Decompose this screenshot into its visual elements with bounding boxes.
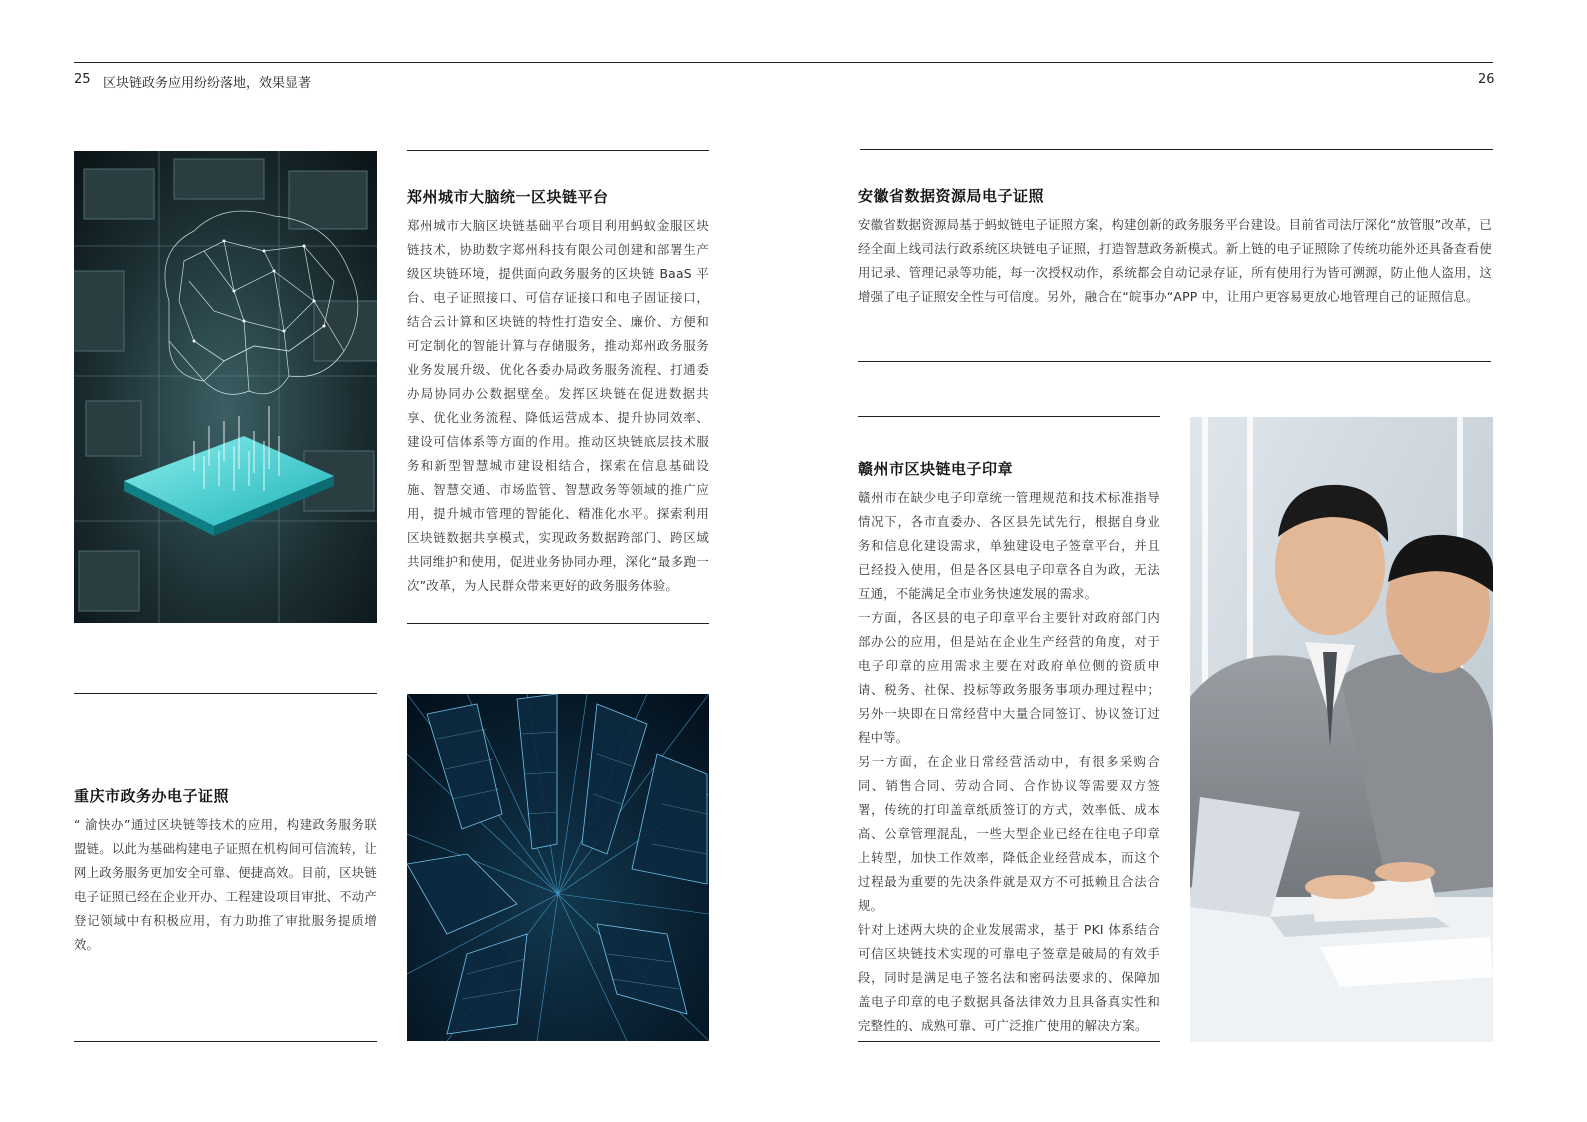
- businessmen-laptop-photo: [1190, 417, 1493, 1042]
- right-page-number: 26: [1478, 72, 1495, 87]
- ganzhou-top-rule: [858, 416, 1160, 417]
- zhengzhou-heading: 郑州城市大脑统一区块链平台: [407, 188, 609, 206]
- ganzhou-paragraph-4: 针对上述两大块的企业发展需求，基于 PKI 体系结合可信区块链技术实现的可靠电子签章是破局的有效手段，同时是满足电子签名法和密码法要求的、保障加盖电子印章的电子数据具备法律效力且具备真实性和完整性的、成熟可靠、可广泛推广使用的解决方案。: [858, 922, 1160, 1033]
- chongqing-top-rule: [74, 693, 377, 694]
- anhui-bottom-rule: [858, 361, 1491, 362]
- anhui-body: 安徽省数据资源局基于蚂蚁链电子证照方案，构建创新的政务服务平台建设。目前省司法厅深化“放管服”改革，已经全面上线司法行政系统区块链电子证照，打造智慧政务新模式。新上链的电子证照除了传统功能外还具备查看使用记录、管理记录等功能，每一次授权动作，系统都会自动记录存证，所有使用行为皆可溯源，防止他人盗用，这增强了电子证照安全性与可信度。另外，融合在“皖事办“APP 中，让用户更容易更放心地管理自己的证照信息。: [858, 217, 1492, 304]
- ganzhou-paragraph-1: 赣州市在缺少电子印章统一管理规范和技术标准指导情况下，各市直委办、各区县先试先行，根据自身业务和信息化建设需求，单独建设电子签章平台，并且已经投入使用，但是各区县电子印章各自为政，无法互通，不能满足全市业务快速发展的需求。: [858, 490, 1160, 601]
- ganzhou-body: [858, 486, 1160, 1038]
- ganzhou-paragraph-2: 一方面，各区县的电子印章平台主要针对政府部门内部办公的应用，但是站在企业生产经营的角度，对于电子印章的应用需求主要在对政府单位侧的资质申请、税务、社保、投标等政务服务事项办理过程中；另外一块即在日常经营中大量合同签订、协议签订过程中等。: [858, 610, 1160, 745]
- ganzhou-heading: 赣州市区块链电子印章: [858, 460, 1014, 478]
- ganzhou-paragraph-3: 另一方面，在企业日常经营活动中，有很多采购合同、销售合同、劳动合同、合作协议等需要双方签署，传统的打印盖章纸质签订的方式，效率低、成本高、公章管理混乱，一些大型企业已经在往电子印章上转型，加快工作效率，降低企业经营成本，而这个过程最为重要的先决条件就是双方不可抵赖且合法合规。: [858, 754, 1160, 913]
- anhui-top-rule: [860, 149, 1493, 150]
- zhengzhou-body: 郑州城市大脑区块链基础平台项目利用蚂蚁金服区块链技术，协助数字郑州科技有限公司创建和部署生产级区块链环境，提供面向政务服务的区块链 BaaS 平台、电子证照接口、可信存证接口和电子固证接口，结合云计算和区块链的特性打造安全、廉价、方便和可定制化的智能计算与存储服务，推动郑州政务服务业务发展升级、优化各委办局政务服务流程、打通委办局协同办公数据壁垒。发挥区块链在促进数据共享、优化业务流程、降低运营成本、提升协同效率、建设可信体系等方面的作用。推动区块链底层技术服务和新型智慧城市建设相结合，探索在信息基础设施、智慧交通、市场监管、智慧政务等领域的推广应用，提升城市管理的智能化、精准化水平。探索利用区块链数据共享模式，实现政务数据跨部门、跨区域共同维护和使用，促进业务协同办理，深化“最多跑一次”改革，为人民群众带来更好的政务服务体验。: [407, 218, 709, 593]
- ganzhou-bottom-rule: [858, 1041, 1160, 1042]
- wireframe-city-aerial-image: [407, 694, 709, 1041]
- chongqing-bottom-rule: [74, 1041, 377, 1042]
- left-page-number: 25: [74, 72, 91, 87]
- circuit-board-brain-image: [74, 151, 377, 623]
- left-running-title: 区块链政务应用纷纷落地，效果显著: [103, 76, 312, 91]
- chongqing-body: “ 渝快办”通过区块链等技术的应用，构建政务服务联盟链。以此为基础构建电子证照在机构间可信流转，让网上政务服务更加安全可靠、便捷高效。目前，区块链电子证照已经在企业开办、工程建设项目审批、不动产登记领域中有积极应用，有力助推了审批服务提质增效。: [74, 817, 377, 952]
- header-rule: [74, 62, 1493, 63]
- anhui-heading: 安徽省数据资源局电子证照: [858, 187, 1045, 205]
- chongqing-heading: 重庆市政务办电子证照: [74, 787, 230, 805]
- zhengzhou-top-rule: [407, 150, 709, 151]
- zhengzhou-bottom-rule: [407, 623, 709, 624]
